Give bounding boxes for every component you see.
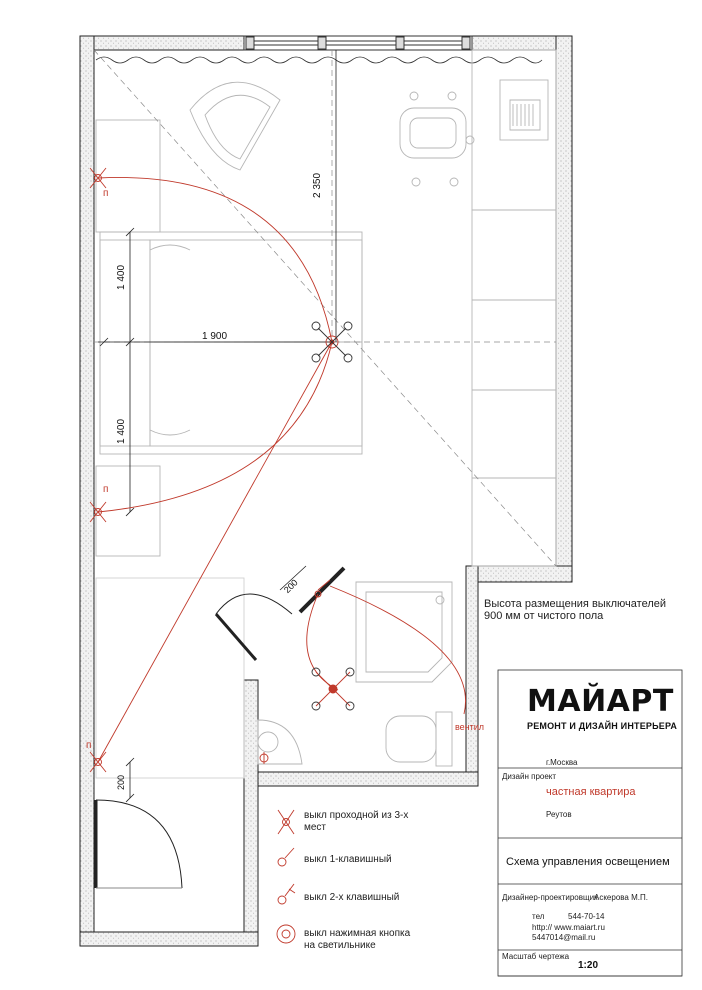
tel-value: 544-70-14 [568, 912, 605, 921]
website[interactable]: http:// www.maiart.ru [532, 923, 605, 932]
legend-two-key-label: выкл 2-х клавишный [304, 892, 400, 903]
email[interactable]: 5447014@mail.ru [532, 933, 596, 942]
dimension-1400-upper: 1 400 [116, 264, 127, 290]
legend-three-way-label-2: мест [304, 822, 327, 833]
designer-name: Аскерова М.П. [594, 893, 648, 902]
bathroom-switch [260, 580, 330, 764]
switch-tag-mid: п [103, 484, 109, 495]
dimension-1900: 1 900 [202, 331, 228, 342]
switch-tag-top: п [103, 188, 109, 199]
switch-height-note-line1: Высота размещения выключателей [484, 598, 667, 610]
scale-label: Масштаб чертежа [502, 952, 570, 961]
legend-push-button-label-1: выкл нажимная кнопка [304, 928, 411, 939]
project-label: Дизайн проект [502, 772, 557, 781]
designer-label: Дизайнер-проектировщик [502, 893, 598, 902]
city-label: г.Москва [546, 758, 578, 767]
switch-height-note-line2: 900 мм от чистого пола [484, 610, 604, 622]
company-tagline: РЕМОНТ И ДИЗАЙН ИНТЕРЬЕРА [527, 721, 678, 731]
two-key-switch-icon [278, 884, 295, 904]
tel-label: тел [532, 912, 545, 921]
location-label: Реутов [546, 810, 572, 819]
one-key-switch-icon [278, 848, 294, 866]
three-way-switch-icon [278, 810, 294, 834]
push-button-icon [277, 925, 295, 943]
dimension-200-entrance: 200 [116, 774, 126, 790]
company-logo: МАЙАРТ [527, 684, 674, 719]
curtain [96, 57, 542, 63]
guide-lines [94, 50, 556, 566]
switch-tag-entrance: п [86, 740, 92, 751]
project-name: частная квартира [546, 786, 636, 798]
window [244, 36, 472, 50]
legend-push-button-label-2: на светильнике [304, 940, 376, 951]
dimension-200-door: 200 [282, 577, 300, 596]
valve-label: вентил [455, 722, 485, 732]
legend-one-key-label: выкл 1-клавишный [304, 854, 392, 865]
furniture [96, 50, 556, 778]
ceiling-light-bathroom [312, 668, 354, 710]
scale-value: 1:20 [578, 960, 599, 971]
dimension-1400-lower: 1 400 [116, 418, 127, 444]
sheet-title: Схема управления освещением [506, 856, 670, 868]
dimension-2350: 2 350 [312, 172, 323, 198]
legend-three-way-label-1: выкл проходной из 3-х [304, 810, 409, 821]
dimension-lines [98, 50, 336, 802]
doors [96, 568, 344, 888]
control-lines [98, 177, 466, 762]
